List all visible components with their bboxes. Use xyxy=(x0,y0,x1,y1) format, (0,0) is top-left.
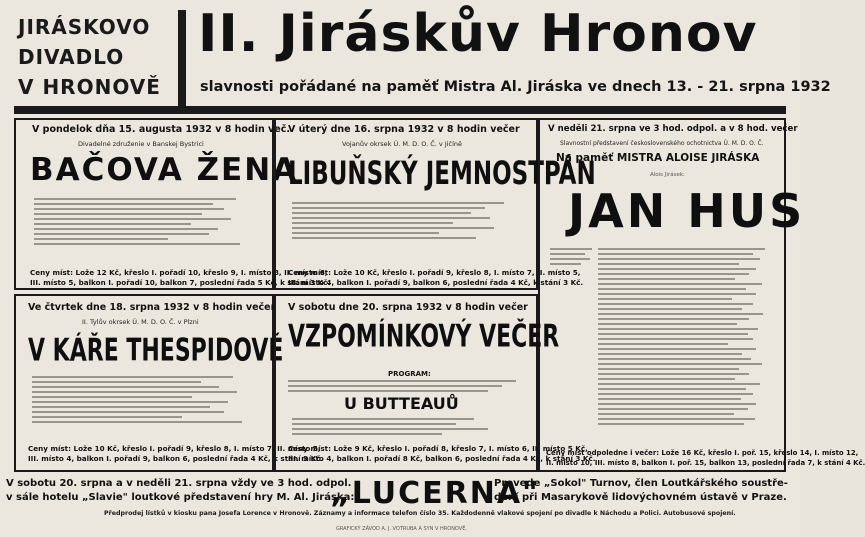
puppet-line-1: V sobotu 20. srpna a v neděli 21. srpna vždy ve 3 hod. odpol. xyxy=(6,478,352,489)
cast-list xyxy=(34,198,258,248)
puppet-line-2: v sále hotelu „Slavie" loutkové představení hry M. Al. Jiráska: xyxy=(6,492,355,503)
price-line-1: Ceny míst odpoledne i večer: Lože 16 Kč, křeslo I. poř. 15, křeslo 14, I. místo 12, xyxy=(546,449,859,457)
price-list xyxy=(288,444,595,464)
performer-line-2: dění při Masarykově lidovýchovném ústavě v Praze. xyxy=(494,492,787,503)
theatre-line-1: JIRÁSKOVO xyxy=(18,15,151,39)
panel-date: V sobotu dne 20. srpna 1932 v 8 hodin večer xyxy=(288,302,528,313)
panel-organizer: Divadelné združenie v Banskej Bystrici xyxy=(78,140,204,148)
panel-date: Ve čtvrtek dne 18. srpna 1932 v 8 hodin večer xyxy=(28,302,276,313)
program-list xyxy=(288,380,526,395)
panel-date: V úterý dne 16. srpna 1932 v 8 hodin večer xyxy=(288,124,520,135)
theatre-line-3: V HRONOVĚ xyxy=(18,75,161,99)
program-heading: PROGRAM: xyxy=(388,370,431,378)
play-title: LIBUŇSKÝ JEMNOSTPÁN xyxy=(288,156,596,193)
printer-credit: GRAFICKÝ ZÁVOD A. J. VOTRUBA A SYN V HRONOVĚ. xyxy=(336,526,467,532)
performer-line-1: Provede „Sokol" Turnov, člen Loutkářského soustře- xyxy=(494,478,788,489)
play-subtitle: U BUTTEAUŮ xyxy=(344,394,459,413)
memorial-heading: Na paměť MISTRA ALOISE JIRÁSKA xyxy=(556,152,760,164)
puppet-show-info xyxy=(6,477,354,505)
lucerna-title: „LUCERNA" xyxy=(330,476,540,511)
theatre-line-2: DIVADLO xyxy=(18,45,125,69)
panel-bacova-zena xyxy=(14,118,331,290)
panel-organizer: II. Tylův okrsek Ú. M. D. O. Č. v Plzni xyxy=(82,318,199,326)
price-line-1: Ceny míst: Lože 12 Kč, křeslo I. pořadí 10, křeslo 9, I. místo 8, II. místo 6, xyxy=(30,268,328,277)
price-line-2: III. místo 5, balkon I. pořadí 10, balkon 7, poslední řada 5 Kč, k stání 3 Kč. xyxy=(30,278,331,287)
price-line-1: Ceny míst: Lože 10 Kč, křeslo I. pořadí 9, křeslo 8, I. místo 7, II. místo 5, xyxy=(288,268,581,277)
panel-date: V neděli 21. srpna ve 3 hod. odpol. a v 8 hod. večer xyxy=(548,124,798,134)
price-line-2: III. místo 4, balkon I. pořadí 8 Kč, balkon 6, poslední řada 4 Kč, k stání 3 Kč. xyxy=(288,454,596,463)
theatre-name xyxy=(18,12,161,102)
panel-organizer: Slavnostní představení československého ochotnictva Ú. M. D. O. Č. xyxy=(560,140,764,147)
play-title: JAN HUS xyxy=(568,184,806,238)
price-line-1: Ceny míst: Lože 9 Kč, křeslo I. pořadí 8, křeslo 7, I. místo 6, II. místo 5 Kč, xyxy=(288,444,588,453)
presale-info: Předprodej lístků v kiosku pana Josefa Lorence v Hronově. Záznamy a informace telefon číslo 35. Každodenně vlakové spojení po divadle k Náchodu a Polici. Autobusové spojení. xyxy=(104,510,736,517)
cast-list xyxy=(32,376,260,426)
stage-directions xyxy=(550,248,594,268)
festival-title: II. Jiráskův Hronov xyxy=(198,4,758,64)
cast-list xyxy=(292,202,522,242)
price-line-2: III. místo 4, balkon I. pořadí 9, balkon 6, poslední řada 4 Kč, k stání 3 Kč. xyxy=(288,278,584,287)
play-title: V KÁŘE THESPIDOVĚ xyxy=(28,334,284,369)
festival-subtitle: slavnosti pořádané na paměť Mistra Al. Jiráska ve dnech 13. - 21. srpna 1932 xyxy=(200,79,831,95)
play-title: BAČOVA ŽENA xyxy=(30,152,299,188)
author-label: Alois Jirásek: xyxy=(650,172,685,178)
header-rule xyxy=(14,106,786,114)
cast-list xyxy=(292,418,520,438)
panel-v-kare-thespidove xyxy=(14,294,324,472)
price-line-2: II. místo 10, III. místo 8, balkon I. poř. 15, balkon 13, poslední řada 7, k stání 4 Kč. xyxy=(546,459,865,467)
performer-info xyxy=(494,477,788,505)
panel-jan-hus xyxy=(538,118,865,472)
header-divider xyxy=(178,10,186,106)
panel-date: V pondelok dňa 15. augusta 1932 v 8 hodin več. xyxy=(32,124,290,135)
price-line-2: III. místo 4, balkon I. pořadí 9, balkon 6, poslední řada 4 Kč, k stání 3 Kč. xyxy=(28,454,324,463)
cast-list xyxy=(598,248,774,428)
panel-organizer: Vojanův okrsek Ú. M. D. O. Č. v Jičíně xyxy=(342,140,463,148)
price-line-1: Ceny míst: Lože 10 Kč, křeslo I. pořadí 9, křeslo 8, I. místo 7, II. místo 5, xyxy=(28,444,321,453)
panel-vzpominkovy-vecer xyxy=(274,294,596,472)
play-title: VZPOMÍNKOVÝ VEČER xyxy=(288,320,560,355)
panel-libunsky-jemnostpan xyxy=(274,118,596,290)
